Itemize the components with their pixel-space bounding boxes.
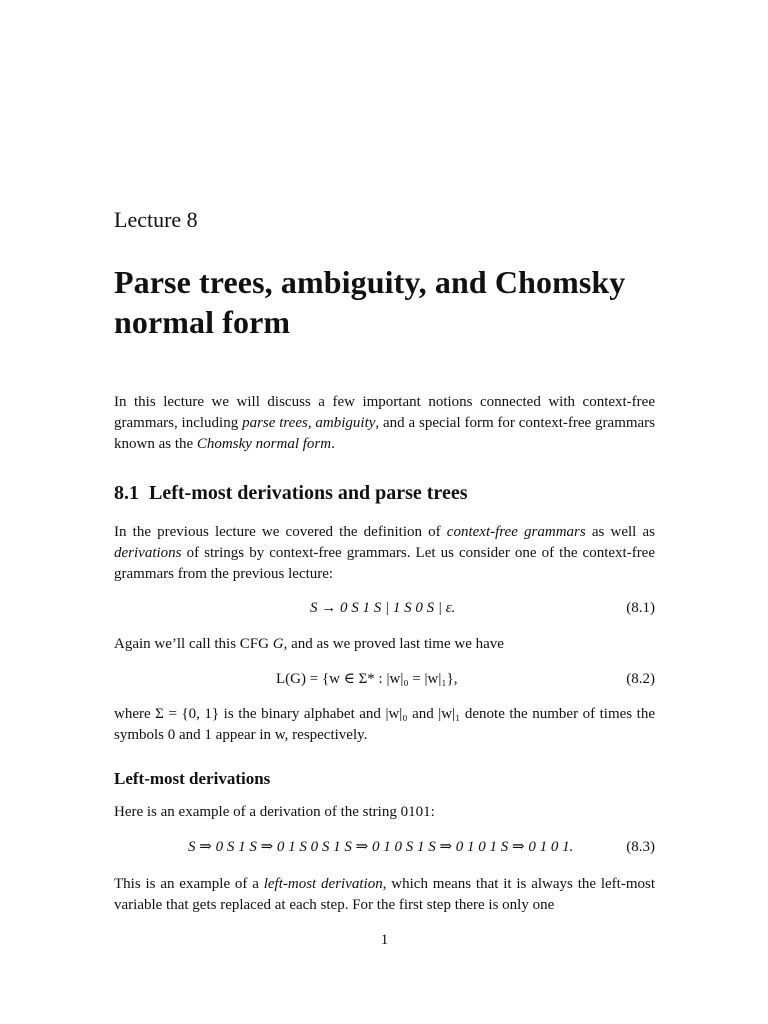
page-number: 1 [380, 932, 389, 948]
equation-8-3-body: S ⇒ 0 S 1 S ⇒ 0 1 S 0 S 1 S ⇒ 0 1 0 S 1 S ⇒ 0 1 0 1 S ⇒ 0 1 0 1. [188, 839, 574, 855]
document-page [114, 0, 655, 1024]
paragraph-cfg-definition: In the previous lecture we covered the definition of context-free grammars as well as derivations of strings by context-free grammars. Let us consider one of the context-free grammars from the previous lecture: [114, 524, 655, 582]
equation-8-1-tag: (8.1) [626, 600, 655, 616]
equation-8-3 [114, 836, 655, 858]
section-heading [114, 480, 467, 506]
equation-8-2 [114, 668, 655, 690]
paragraph-cfg-g: Again we’ll call this CFG G, and as we proved last time we have [114, 636, 504, 652]
lecture-title: Parse trees, ambiguity, and Chomsky normal form [114, 264, 626, 340]
equation-8-1-body: S → 0 S 1 S | 1 S 0 S | ε. [310, 600, 456, 616]
equation-8-1 [114, 597, 655, 619]
paragraph-derivation-example: Here is an example of a derivation of the string 0101: [114, 804, 435, 820]
equation-8-3-tag: (8.3) [626, 839, 655, 855]
subsection-heading: Left-most derivations [114, 769, 271, 788]
section-title: Left-most derivations and parse trees [149, 482, 468, 504]
section-number: 8.1 [114, 482, 139, 504]
paragraph-alphabet: where Σ = {0, 1} is the binary alphabet and |w|₀ and |w|₁ denote the number of times the symbols 0 and 1 appear in w, respectively. [114, 706, 655, 743]
equation-8-2-body: L(G) = {w ∈ Σ* : |w|₀ = |w|₁}, [276, 671, 458, 687]
lecture-label: Lecture 8 [114, 207, 198, 232]
paragraph-left-most: This is an example of a left-most derivation, which means that it is always the left-most variable that gets replaced at each step. For the first step there is only one [114, 876, 655, 913]
equation-8-2-tag: (8.2) [626, 671, 655, 687]
intro-paragraph: In this lecture we will discuss a few important notions connected with context-free grammars, including parse trees, ambiguity, and a special form for context-free grammars known as the Chomsky normal form. [114, 394, 656, 452]
